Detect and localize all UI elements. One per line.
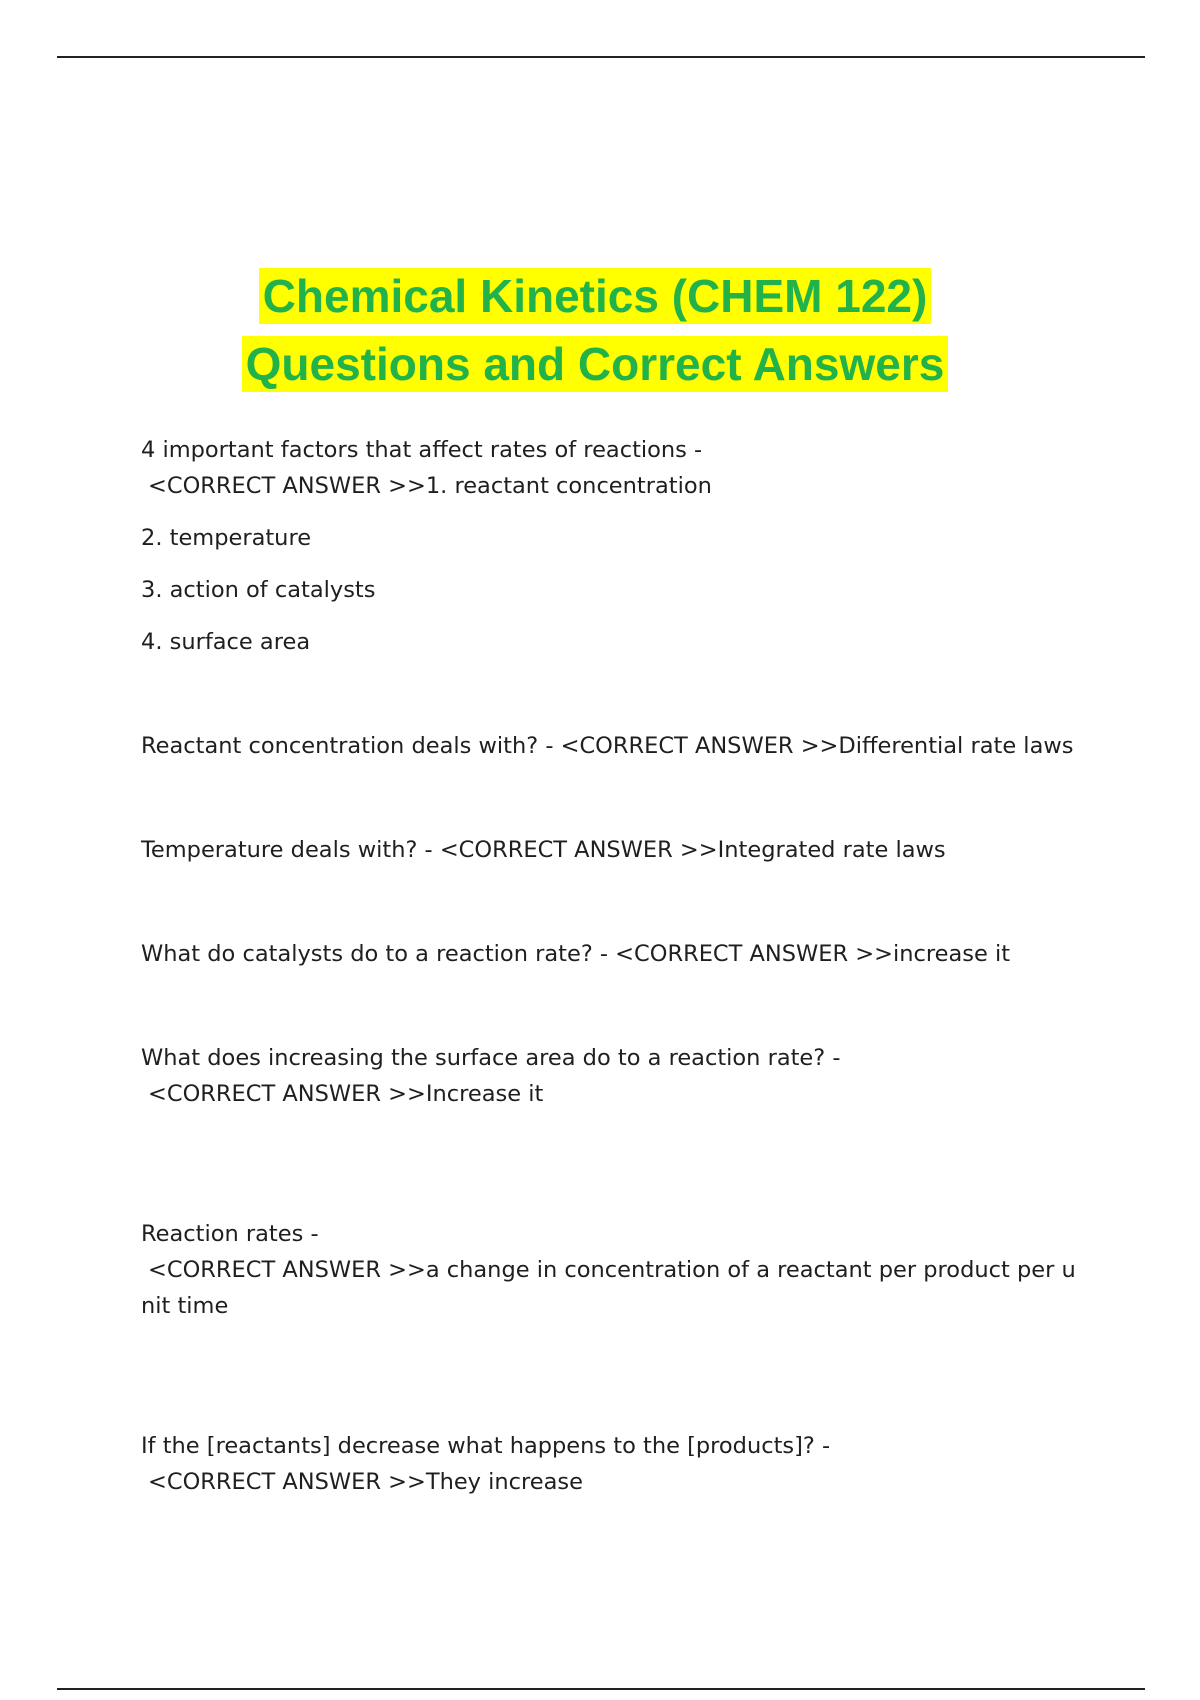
answer-text: <CORRECT ANSWER >>Increase it bbox=[148, 1081, 544, 1107]
answer-text: <CORRECT ANSWER >>1. reactant concentration bbox=[148, 473, 712, 499]
answer-text: <CORRECT ANSWER >>They increase bbox=[148, 1469, 583, 1495]
top-rule bbox=[57, 56, 1145, 58]
qa-text: Temperature deals with? - <CORRECT ANSWER >>Integrated rate laws bbox=[141, 837, 946, 863]
qa-text: Reactant concentration deals with? - <CORRECT ANSWER >>Differential rate laws bbox=[141, 733, 1074, 759]
bottom-rule bbox=[57, 1688, 1145, 1690]
qa-item-5 bbox=[141, 1040, 1081, 1112]
qa-item-1 bbox=[141, 432, 1081, 660]
question-text: 4 important factors that affect rates of reactions - bbox=[141, 437, 703, 463]
list-item: 2. temperature bbox=[141, 525, 312, 551]
title-line-2: Questions and Correct Answers bbox=[242, 336, 949, 392]
answer-text: <CORRECT ANSWER >>a change in concentration of a reactant per product per u bbox=[148, 1257, 1076, 1283]
list-item: 3. action of catalysts bbox=[141, 577, 376, 603]
qa-item-6 bbox=[141, 1216, 1081, 1324]
qa-item-3 bbox=[141, 832, 1081, 868]
title-line-1: Chemical Kinetics (CHEM 122) bbox=[259, 268, 932, 324]
qa-item-2 bbox=[141, 728, 1081, 764]
answer-text-continued: nit time bbox=[141, 1293, 229, 1319]
question-text: What does increasing the surface area do to a reaction rate? - bbox=[141, 1045, 841, 1071]
question-text: Reaction rates - bbox=[141, 1221, 319, 1247]
qa-item-7 bbox=[141, 1428, 1081, 1500]
qa-item-4 bbox=[141, 936, 1081, 972]
qa-content bbox=[141, 432, 1081, 1500]
list-item: 4. surface area bbox=[141, 629, 311, 655]
question-text: If the [reactants] decrease what happens to the [products]? - bbox=[141, 1433, 831, 1459]
document-title bbox=[0, 268, 1200, 404]
qa-text: What do catalysts do to a reaction rate? - <CORRECT ANSWER >>increase it bbox=[141, 941, 1011, 967]
